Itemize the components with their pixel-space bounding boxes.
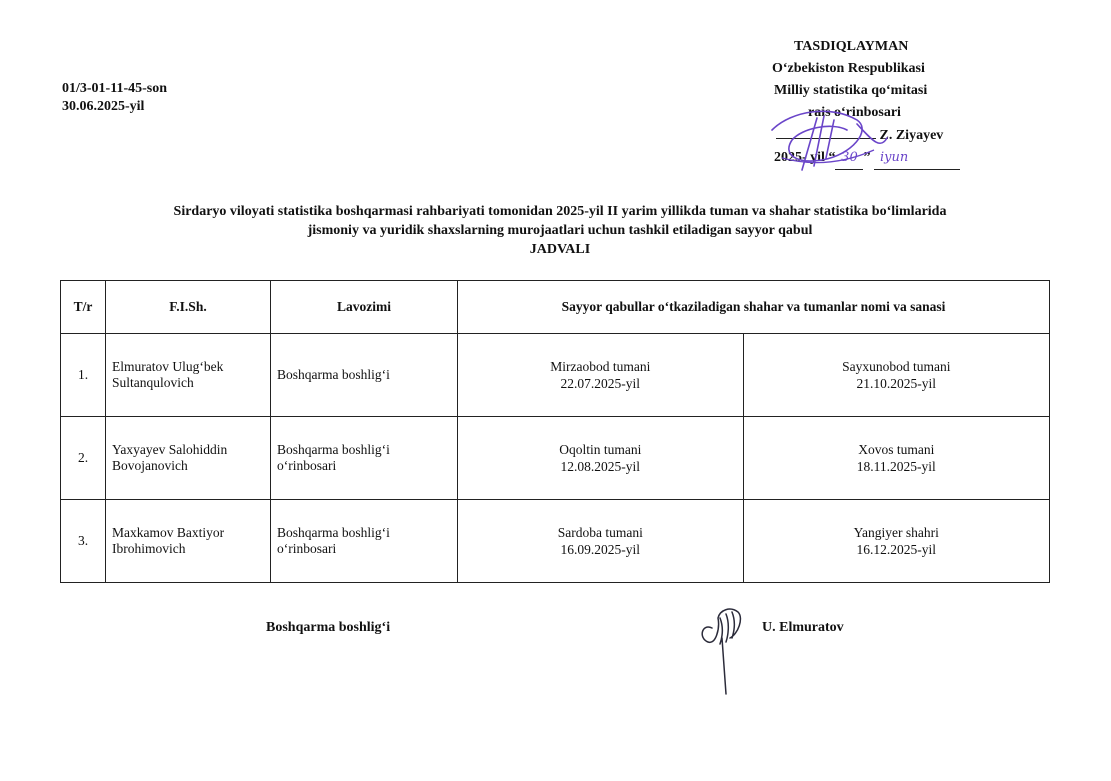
visit-1 [458,500,744,583]
row-position [271,417,458,500]
title-line-1: Sirdaryo viloyati statistika boshqarmasi rahbariyati tomonidan 2025-yil II yarim yillikda tuman va shahar statistika bo‘limlarida [173,204,947,219]
approval-signature-icon [762,100,892,180]
approval-signer: Z. Ziyayev [879,128,944,143]
row-name [106,334,271,417]
title-line-3: JADVALI [529,242,591,257]
row-number: 3. [61,500,106,583]
approval-heading: TASDIQLAYMAN [794,39,909,54]
visit-place: Xovos tumani [858,442,935,457]
row-number: 2. [61,417,106,500]
visit-date: 12.08.2025-yil [560,459,641,474]
name-line-1: Elmuratov Ulug‘bek [112,359,224,374]
visit-place: Sardoba tumani [557,525,643,540]
approval-line-3: rais o‘rinbosari [808,105,901,120]
document-number: 01/3-01-11-45-son [62,81,167,96]
row-number: 1. [61,334,106,417]
visit-date: 18.11.2025-yil [856,459,936,474]
position-line-1: Boshqarma boshlig‘i [277,442,390,457]
visit-1 [458,417,744,500]
table-row [61,417,1050,500]
schedule-table [60,280,1050,583]
row-name [106,417,271,500]
visit-place: Sayxunobod tumani [842,359,951,374]
approval-line-1: O‘zbekiston Respublikasi [772,61,925,76]
position-line-1: Boshqarma boshlig‘i [277,525,390,540]
position-line-1: Boshqarma boshlig‘i [277,367,390,382]
name-line-1: Maxkamov Baxtiyor [112,525,225,540]
header-visits: Sayyor qabullar o‘tkaziladigan shahar va tumanlar nomi va sanasi [458,281,1050,334]
visit-2 [743,500,1049,583]
header-name: F.I.Sh. [106,281,271,334]
name-line-2: Ibrohimovich [112,541,186,556]
table-row [61,334,1050,417]
visit-date: 22.07.2025-yil [560,376,641,391]
footer-name: U. Elmuratov [762,620,844,635]
position-line-2: o‘rinbosari [277,458,337,473]
row-position [271,500,458,583]
name-line-1: Yaxyayev Salohiddin [112,442,228,457]
footer-position: Boshqarma boshlig‘i [266,620,391,635]
table-header-row [61,281,1050,334]
document-date: 30.06.2025-yil [62,99,145,114]
position-line-2: o‘rinbosari [277,541,337,556]
visit-place: Yangiyer shahri [853,525,939,540]
approval-date-close: ” [863,150,871,165]
visit-place: Mirzaobod tumani [550,359,651,374]
approval-line-2: Milliy statistika qo‘mitasi [774,83,928,98]
name-line-2: Bovojanovich [112,458,188,473]
name-line-2: Sultanqulovich [112,375,194,390]
document-reference [62,80,167,116]
header-number: T/r [61,281,106,334]
approval-date-day: 30 [835,147,863,170]
title-line-2: jismoniy va yuridik shaxslarning murojaatlari uchun tashkil etiladigan sayyor qabul [307,223,813,238]
table-row [61,500,1050,583]
row-position [271,334,458,417]
visit-2 [743,334,1049,417]
row-name [106,500,271,583]
header-position: Lavozimi [271,281,458,334]
footer-signature-icon [690,598,750,698]
visit-1 [458,334,744,417]
visit-date: 16.12.2025-yil [856,542,937,557]
approval-date-month: iyun [874,147,960,170]
approval-date-prefix: 2025- yil “ [774,150,836,165]
document-title [60,202,1060,259]
visit-date: 21.10.2025-yil [856,376,937,391]
visit-place: Oqoltin tumani [559,442,642,457]
visit-2 [743,417,1049,500]
visit-date: 16.09.2025-yil [560,542,641,557]
